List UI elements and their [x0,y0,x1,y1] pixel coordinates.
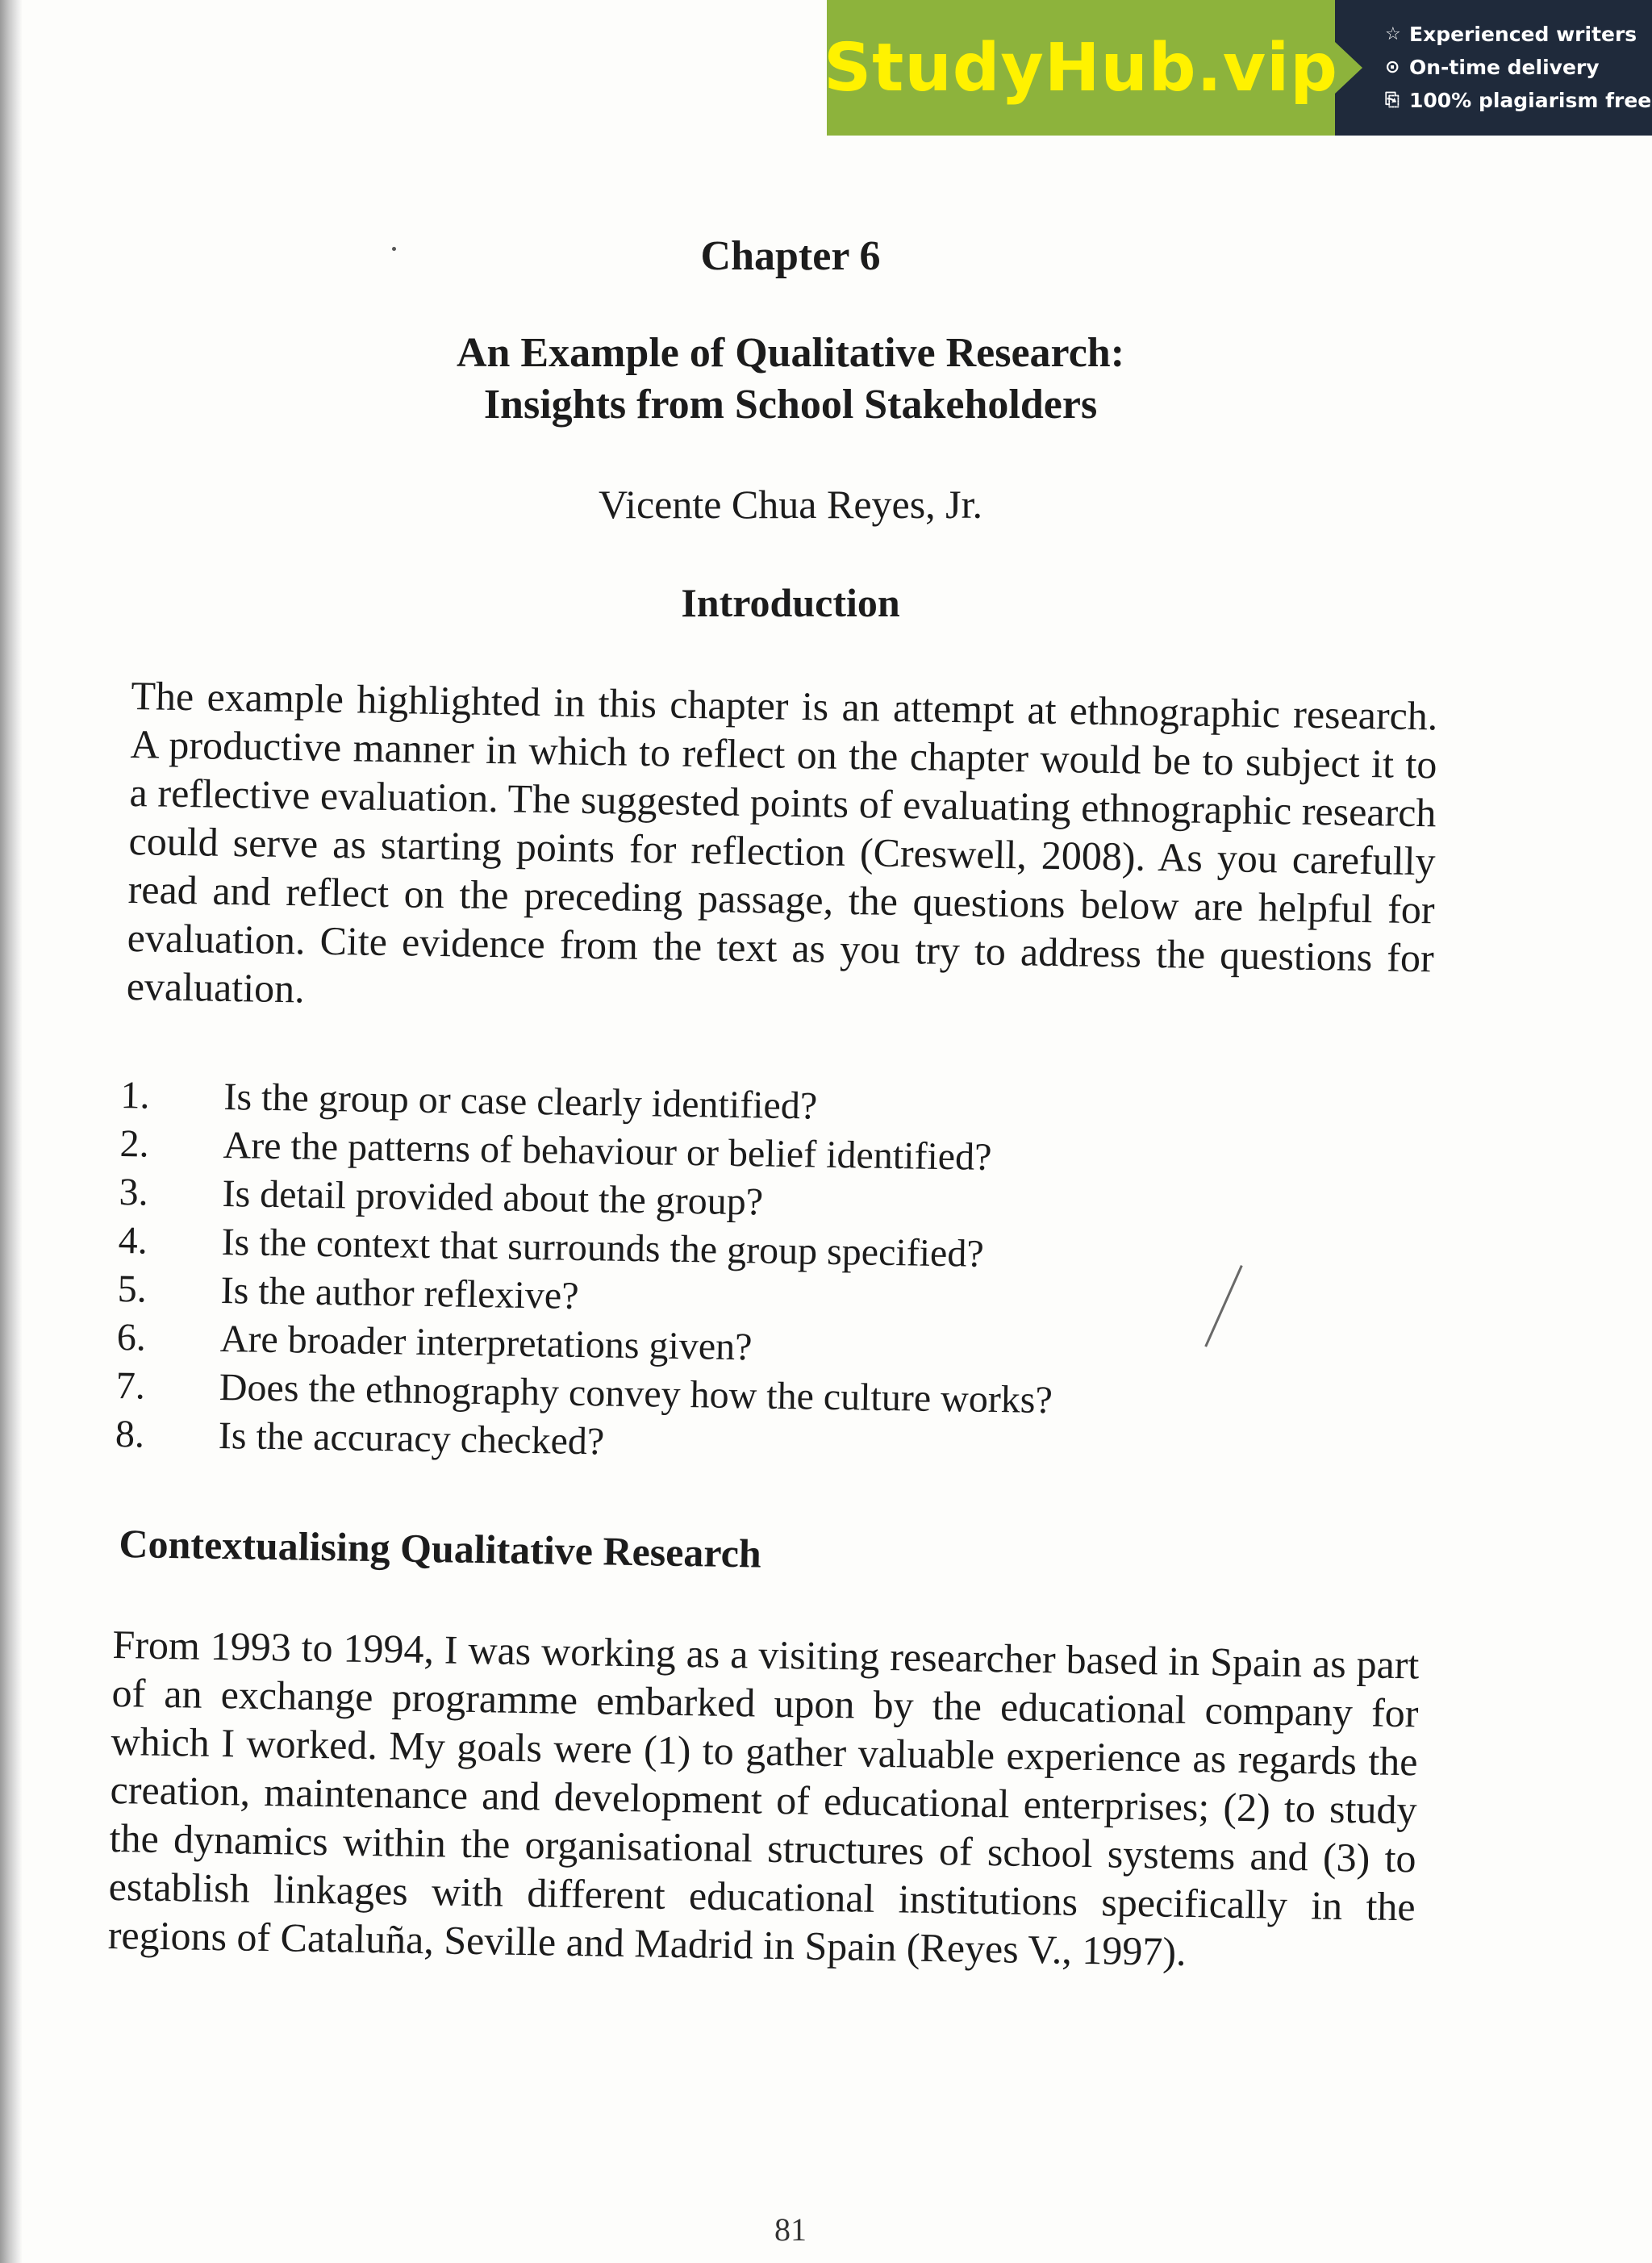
list-number: 2. [119,1121,150,1166]
list-number: 3. [119,1170,149,1214]
perk-on-time-delivery [1385,51,1652,84]
perk-label: On-time delivery [1409,56,1600,79]
perk-plagiarism-free [1385,84,1652,117]
list-text: Is the context that surrounds the group specified? [221,1220,985,1276]
list-number: 6. [116,1315,147,1359]
list-text: Are broader interpretations given? [219,1317,753,1369]
perk-experienced-writers [1385,18,1652,51]
introduction-heading: Introduction [681,580,900,625]
studyhub-logo[interactable]: StudyHub.vip [827,0,1335,136]
list-text: Is the accuracy checked? [218,1413,605,1463]
banner-perks [1335,0,1652,136]
evaluation-questions-list [115,1071,1249,1476]
chapter-title [0,328,1581,431]
list-text: Are the patterns of behaviour or belief identified? [223,1124,992,1179]
list-number: 7. [115,1363,146,1408]
chapter-title-line2: Insights from School Stakeholders [483,382,1098,428]
studyhub-banner[interactable] [824,0,1652,136]
page-number: 81 [774,2211,807,2248]
list-text: Is the group or case clearly identified? [223,1075,818,1128]
introduction-paragraph: The example highlighted in this chapter is an attempt at ethnographic research. A productive manner in which to reflect on the chapter would be to subject it to a reflective evaluation. The suggested points of evaluating ethnographic research could serve as starting points for reflection (Creswell, 2008). As you carefully read and reflect on the preceding passage, the questions below are helpful for evaluation. Cite evidence from the text as you try to address the questions for evaluation. [126,672,1438,1012]
section-paragraph: From 1993 to 1994, I was working as a visiting researcher based in Spain as part of an exchange programme embarked upon by the educational company for which I worked. My goals were (1) to gather valuable experience as regards the creation, maintenance and development of educational enterprises; (2) to study the dynamics within the organisational structures of school systems and (3) to establish linkages with different educational institutions specifically in the regions of Cataluña, Seville and Madrid in Spain (Reyes V., 1997). [107,1621,1420,1974]
list-number: 1. [120,1073,150,1117]
list-number: 8. [115,1412,145,1456]
chapter-title-line1: An Example of Qualitative Research: [456,330,1125,376]
list-text: Is the author reflexive? [220,1268,579,1317]
list-text: Does the ethnography convey how the culture works? [219,1365,1053,1422]
perk-label: Experienced writers [1409,23,1637,46]
list-number: 4. [118,1218,148,1263]
list-number: 5. [117,1267,148,1311]
document-check-icon: ⎘ [1385,90,1400,111]
star-icon: ☆ [1385,24,1401,44]
section-heading: Contextualising Qualitative Research [119,1520,762,1576]
clock-icon: ⊙ [1385,57,1400,77]
chapter-number: Chapter 6 [700,233,881,279]
perk-label: 100% plagiarism free [1409,89,1652,112]
list-text: Is detail provided about the group? [222,1171,764,1224]
author-name: Vicente Chua Reyes, Jr. [598,482,983,527]
